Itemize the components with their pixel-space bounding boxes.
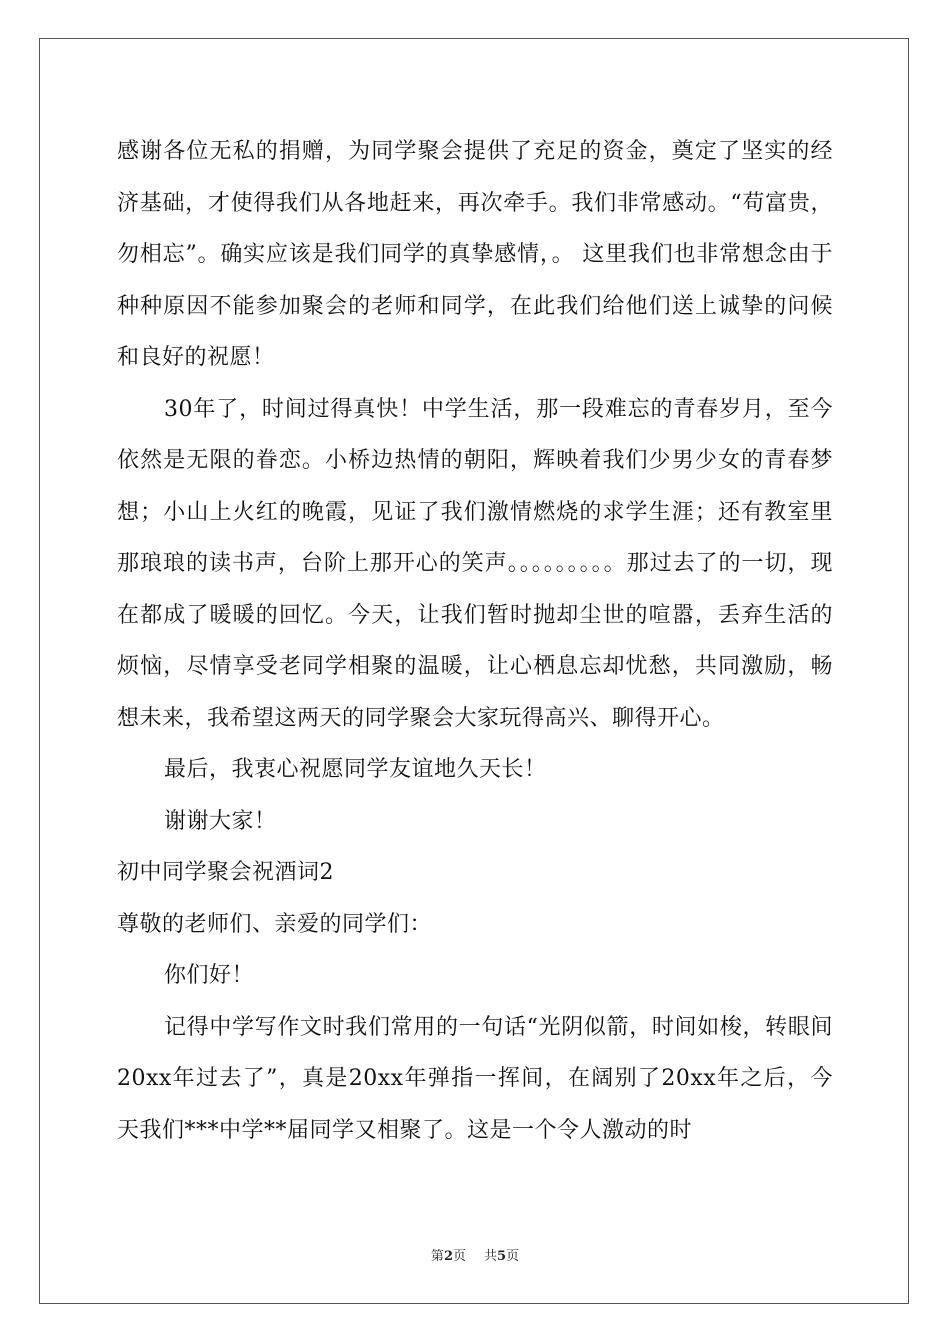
paragraph-1: 感谢各位无私的捐赠，为同学聚会提供了充足的资金，奠定了坚实的经济基础，才使得我们从各地赶来，再次牵手。我们非常感动。“苟富贵，勿相忘”。确实应该是我们同学的真挚感情，。 这里我们也非常想念由于种种原因不能参加聚会的老师和同学，在此我们给他们送上诚挚的问候和良好的祝愿！ bbox=[117, 139, 833, 370]
document-body bbox=[117, 126, 833, 1156]
greeting: 你们好！ bbox=[164, 963, 255, 988]
total-suffix: 页 bbox=[506, 1249, 520, 1264]
paragraph-8: 记得中学写作文时我们常用的一句话“光阴似箭，时间如梭，转眼间20xx年过去了”，真是20xx年弹指一挥间，在阔别了20xx年之后，今天我们***中学**届同学又相聚了。这是一个令人激动的时 bbox=[117, 1014, 833, 1143]
total-prefix: 共 bbox=[484, 1249, 498, 1264]
paragraph-2: 30年了，时间过得真快！中学生活，那一段难忘的青春岁月，至今依然是无限的眷恋。小桥边热情的朝阳，辉映着我们少男少女的青春梦想；小山上火红的晚霞，见证了我们激情燃烧的求学生涯；还有教室里那琅琅的读书声，台阶上那开心的笑声。。。。。。。。。那过去了的一切，现在都成了暖暖的回忆。今天，让我们暂时抛却尘世的喧嚣，丢弃生活的烦恼，尽情享受老同学相聚的温暖，让心栖息忘却忧愁，共同激励，畅想未来，我希望这两天的同学聚会大家玩得高兴、聊得开心。 bbox=[117, 396, 833, 731]
salutation: 尊敬的老师们、亲爱的同学们： bbox=[117, 911, 433, 937]
page-footer bbox=[0, 1245, 950, 1264]
page-prefix: 第 bbox=[430, 1249, 444, 1264]
total-pages: 5 bbox=[497, 1249, 507, 1264]
page-suffix: 页 bbox=[452, 1249, 466, 1264]
page-number: 2 bbox=[443, 1249, 453, 1264]
section-heading: 初中同学聚会祝酒词2 bbox=[117, 860, 334, 885]
paragraph-3: 最后，我衷心祝愿同学友谊地久天长！ bbox=[164, 757, 547, 782]
paragraph-4: 谢谢大家！ bbox=[164, 808, 277, 834]
